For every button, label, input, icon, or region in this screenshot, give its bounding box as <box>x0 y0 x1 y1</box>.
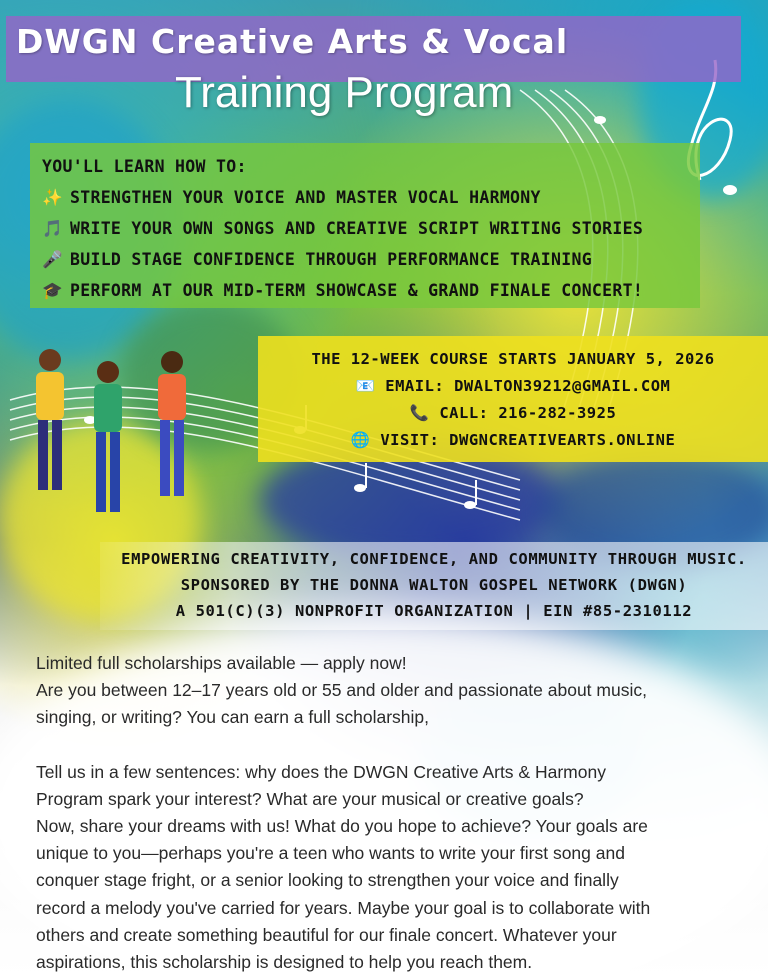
nonprofit-line: A 501(C)(3) NONPROFIT ORGANIZATION | EIN #85-2310112 <box>175 602 693 620</box>
sponsor-line: SPONSORED BY THE DONNA WALTON GOSPEL NETWORK (DWGN) <box>180 576 688 594</box>
learn-item-text: STRENGTHEN YOUR VOICE AND MASTER VOCAL HARMONY <box>70 188 541 207</box>
learn-item <box>42 275 688 306</box>
page-title: DWGN Creative Arts & Vocal <box>16 22 569 61</box>
paragraph-line: Program spark your interest? What are your musical or creative goals? <box>36 788 584 809</box>
email-line[interactable] <box>258 373 768 400</box>
scholarship-text <box>36 650 756 976</box>
learn-item-text: BUILD STAGE CONFIDENCE THROUGH PERFORMANCE TRAINING <box>70 250 592 269</box>
phone-line[interactable] <box>258 400 768 427</box>
scholarship-headline: Limited full scholarships available — apply now! <box>36 653 407 673</box>
sparkles-icon: ✨ <box>42 188 63 207</box>
paragraph-line: Tell us in a few sentences: why does the DWGN Creative Arts & Harmony <box>36 761 606 782</box>
graduation-cap-icon: 🎓 <box>42 281 63 300</box>
phone-text[interactable]: CALL: 216-282-3925 <box>439 404 617 422</box>
learn-item-text: PERFORM AT OUR MID-TERM SHOWCASE & GRAND FINALE CONCERT! <box>70 281 644 300</box>
paragraph-line: conquer stage fright, or a senior looking to strengthen your voice and finally <box>36 870 619 891</box>
tagline: EMPOWERING CREATIVITY, CONFIDENCE, AND COMMUNITY THROUGH MUSIC. <box>121 550 747 568</box>
paragraph-line: record a melody you've carried for years. Maybe your goal is to collaborate with <box>36 897 651 918</box>
website-line[interactable] <box>258 427 768 454</box>
contact-box <box>258 336 768 462</box>
page-subtitle: Training Program <box>175 68 514 117</box>
paragraph-line: Are you between 12–17 years old or 55 and older and passionate about music, <box>36 680 647 701</box>
music-note-icon: 🎵 <box>42 219 63 238</box>
paragraph-line: singing, or writing? You can earn a full scholarship, <box>36 707 430 728</box>
learn-box <box>30 143 700 308</box>
microphone-icon: 🎤 <box>42 250 63 269</box>
sponsor-block <box>100 542 768 630</box>
dancers-illustration <box>36 349 186 512</box>
paragraph-line: aspirations, this scholarship is designed to help you reach them. <box>36 952 533 973</box>
learn-item <box>42 244 688 275</box>
email-icon: 📧 <box>355 377 376 395</box>
globe-icon: 🌐 <box>350 431 371 449</box>
learn-item-text: WRITE YOUR OWN SONGS AND CREATIVE SCRIPT WRITING STORIES <box>70 219 644 238</box>
paragraph-line: unique to you—perhaps you're a teen who wants to write your first song and <box>36 843 625 864</box>
learn-item <box>42 213 688 244</box>
phone-icon: 📞 <box>409 404 430 422</box>
website-link[interactable]: VISIT: DWGNCREATIVEARTS.ONLINE <box>380 431 676 449</box>
paragraph-line: others and create something beautiful for our finale concert. Whatever your <box>36 924 617 945</box>
email-text[interactable]: EMAIL: DWALTON39212@GMAIL.COM <box>385 377 671 395</box>
paragraph-line: Now, share your dreams with us! What do you hope to achieve? Your goals are <box>36 816 648 837</box>
course-start: THE 12-WEEK COURSE STARTS JANUARY 5, 2026 <box>311 350 715 368</box>
learn-heading: YOU'LL LEARN HOW TO: <box>42 157 247 176</box>
learn-item <box>42 182 688 213</box>
